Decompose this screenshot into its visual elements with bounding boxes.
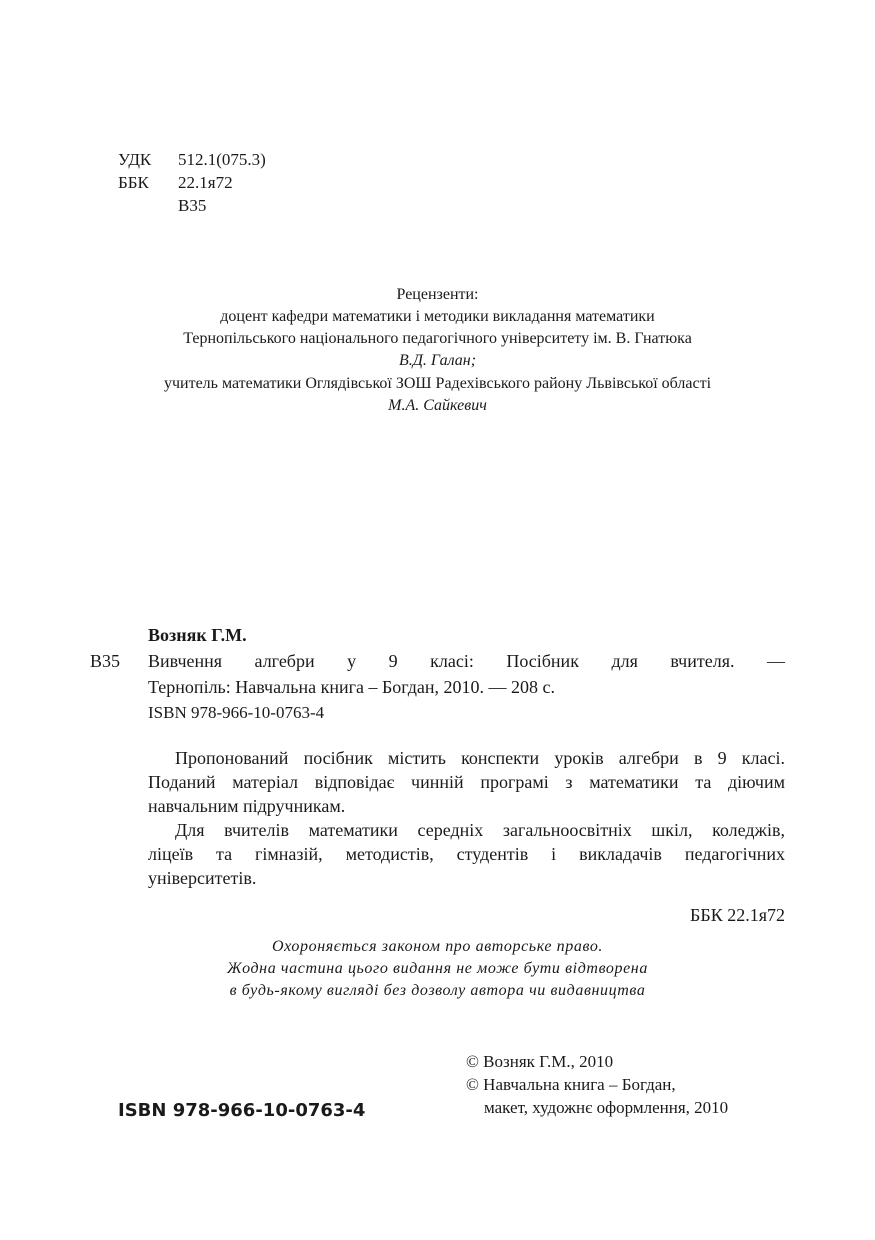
biblio-isbn: ISBN 978-966-10-0763-4 [148,703,325,722]
annotation-p2-line3: університетів. [148,868,257,888]
author-name: Возняк Г.М. [148,625,247,645]
notice-line1: Охороняється законом про авторське право. [271,938,604,955]
copyright-author: © Возняк Г.М., 2010 [466,1052,614,1071]
annotation-p1-line1: Пропонований посібник містить конспекти уроків алгебри в 9 класі. [175,748,785,768]
annotation-p1-line2: Поданий матеріал відповідає чинній програмі з математики та діючим [148,772,785,792]
bbk-index-right: ББК 22.1я72 [690,905,785,925]
reviewer1-institution: Тернопільського національного педагогічного університету ім. В. Гнатюка [183,330,692,347]
copyright-design: макет, художнє оформлення, 2010 [484,1098,729,1117]
reviewers-heading: Рецензенти: [396,286,479,303]
udk-value: 512.1(075.3) [178,150,266,169]
annotation-p2-line2: ліцеїв та гімназій, методистів, студентів і викладачів педагогічних [148,844,785,864]
reviewer1-name: В.Д. Галан; [398,352,477,369]
biblio-title-line2: Тернопіль: Навчальна книга – Богдан, 2010. — 208 с. [148,677,556,697]
bbk-value: 22.1я72 [178,173,233,192]
bbk-label: ББК [118,173,149,192]
isbn-bottom: ISBN 978-966-10-0763-4 [118,1100,366,1121]
biblio-title-line1: Вивчення алгебри у 9 класі: Посібник для вчителя. — [148,651,785,671]
classification-code: В35 [178,196,207,215]
annotation-p1-line3: навчальним підручникам. [148,796,346,816]
annotation-p2-line1: Для вчителів математики середніх загальноосвітніх шкіл, коледжів, [175,820,785,840]
copyright-publisher: © Навчальна книга – Богдан, [466,1075,676,1094]
reviewer2-position: учитель математики Оглядівської ЗОШ Радехівського району Львівської області [163,375,712,392]
udk-label: УДК [118,150,152,169]
reviewer1-position: доцент кафедри математики і методики викладання математики [220,308,655,325]
reviewer2-name: М.А. Сайкевич [388,397,487,414]
notice-line3: в будь-якому вигляді без дозволу автора чи видавництва [229,982,646,999]
notice-line2: Жодна частина цього видання не може бути відтворена [227,960,648,977]
biblio-code: В35 [90,651,121,671]
